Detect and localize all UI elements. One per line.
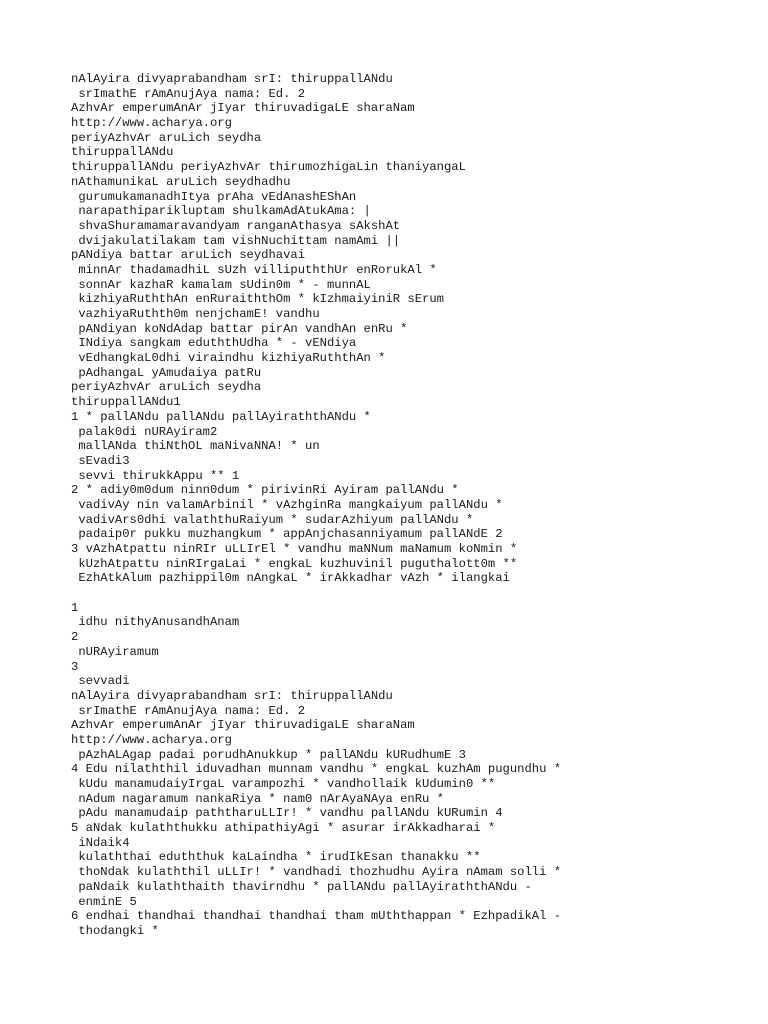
text-line: periyAzhvAr aruLich seydha <box>71 380 262 395</box>
text-line: kUdu manamudaiyIrgaL varampozhi * vandhollaik kUdumin0 ** <box>71 777 496 791</box>
text-line: nAlAyira divyaprabandham srI: thiruppallANdu <box>71 72 393 86</box>
text-line: INdiya sangkam eduththUdha * - vENdiya <box>71 336 357 351</box>
text-line: iNdaik4 <box>71 835 130 850</box>
text-line: nAlAyira divyaprabandham srI: thiruppallANdu <box>71 688 393 703</box>
text-line: dvijakulatilakam tam vishNuchittam namAmi || <box>71 233 401 248</box>
text-line: 6 endhai thandhai thandhai thandhai tham mUththappan * EzhpadikAl - <box>71 909 562 924</box>
text-line: sevvi thirukkAppu ** 1 <box>71 468 240 483</box>
text-line: narapathiparikluptam shulkamAdAtukAma: | <box>71 204 371 219</box>
text-line: srImathE rAmAnujAya nama: Ed. 2 <box>71 86 306 101</box>
text-line: 5 aNdak kulaththukku athipathiyAgi * asurar irAkkadharai * <box>71 821 496 836</box>
text-line: AzhvAr emperumAnAr jIyar thiruvadigaLE sharaNam <box>71 718 415 733</box>
text-line: vadivAy nin valamArbinil * vAzhginRa mangkaiyum pallANdu * <box>71 497 503 512</box>
text-line: padaip0r pukku muzhangkum * appAnjchasanniyamum pallANdE 2 <box>71 527 503 542</box>
text-line: pAdu manamudaip paththaruLLIr! * vandhu pallANdu kURumin 4 <box>71 806 503 821</box>
text-line: 1 * pallANdu pallANdu pallAyiraththANdu * <box>71 409 371 424</box>
text-line: 3 <box>71 659 79 674</box>
text-line: thiruppallANdu1 <box>71 395 181 410</box>
text-line: 4 Edu nilaththil iduvadhan munnam vandhu * engkaL kuzhAm pugundhu * <box>71 762 562 777</box>
text-line: gurumukamanadhItya prAha vEdAnashEShAn <box>71 189 357 204</box>
text-line: thoNdak kulaththil uLLIr! * vandhadi thozhudhu Ayira nAmam solli * <box>71 865 562 880</box>
text-line: paNdaik kulaththaith thavirndhu * pallANdu pallAyiraththANdu - <box>71 879 532 894</box>
text-line: AzhvAr emperumAnAr jIyar thiruvadigaLE sharaNam <box>71 101 415 116</box>
text-line: idhu nithyAnusandhAnam <box>71 615 240 630</box>
text-line: thodangki * <box>71 923 159 938</box>
blank-line <box>71 586 760 601</box>
text-line: thiruppallANdu <box>71 145 174 160</box>
text-line: 1 <box>71 600 79 615</box>
text-line: nURAyiramum <box>71 644 159 659</box>
text-line: pAzhALAgap padai porudhAnukkup * pallANdu kURudhumE 3 <box>71 747 466 762</box>
text-line: mallANda thiNthOL maNivaNNA! * un <box>71 439 320 454</box>
text-line: 3 vAzhAtpattu ninRIr uLLIrEl * vandhu maNNum maNamum koNmin * <box>71 542 518 556</box>
text-line: pANdiyan koNdAdap battar pirAn vandhAn enRu * <box>71 321 408 336</box>
text-line: http://www.acharya.org <box>71 116 232 131</box>
text-line: kUzhAtpattu ninRIrgaLai * engkaL kuzhuvinil puguthalott0m ** <box>71 556 518 571</box>
text-line: EzhAtkAlum pazhippil0m nAngkaL * irAkkadhar vAzh * ilangkai <box>71 571 510 586</box>
text-line: 2 <box>71 630 79 645</box>
text-line: minnAr thadamadhiL sUzh villipuththUr enRorukAl * <box>71 262 437 277</box>
text-line: nAdum nagaramum nankaRiya * nam0 nArAyaNAya enRu * <box>71 791 444 806</box>
text-line: kulaththai eduththuk kaLaindha * irudIkEsan thanakku ** <box>71 850 481 865</box>
text-line: vadivArs0dhi valaththuRaiyum * sudarAzhiyum pallANdu * <box>71 512 474 527</box>
text-line: sevvadi <box>71 674 130 689</box>
text-line: periyAzhvAr aruLich seydha <box>71 130 262 145</box>
text-line: srImathE rAmAnujAya nama: Ed. 2 <box>71 703 306 718</box>
text-line: palak0di nURAyiram2 <box>71 424 218 439</box>
text-line: 2 * adiy0m0dum ninn0dum * pirivinRi Ayiram pallANdu * <box>71 483 459 498</box>
text-line: http://www.acharya.org <box>71 732 232 747</box>
text-line: sonnAr kazhaR kamalam sUdin0m * - munnAL <box>71 277 371 292</box>
text-line: enminE 5 <box>71 894 137 909</box>
text-line: sEvadi3 <box>71 453 130 468</box>
text-line: nAthamunikaL aruLich seydhadhu <box>71 174 291 189</box>
text-line: kizhiyaRuththAn enRuraiththOm * kIzhmaiyiniR sErum <box>71 292 444 307</box>
document-text <box>71 72 760 939</box>
text-line: vEdhangkaL0dhi viraindhu kizhiyaRuththAn * <box>71 351 386 366</box>
text-line: shvaShuramamaravandyam ranganAthasya sAkshAt <box>71 218 401 233</box>
text-line: vazhiyaRuthth0m nenjchamE! vandhu <box>71 307 320 321</box>
text-line: pANdiya battar aruLich seydhavai <box>71 248 306 263</box>
text-line: pAdhangaL yAmudaiya patRu <box>71 365 262 380</box>
text-line: thiruppallANdu periyAzhvAr thirumozhigaLin thaniyangaL <box>71 160 466 175</box>
